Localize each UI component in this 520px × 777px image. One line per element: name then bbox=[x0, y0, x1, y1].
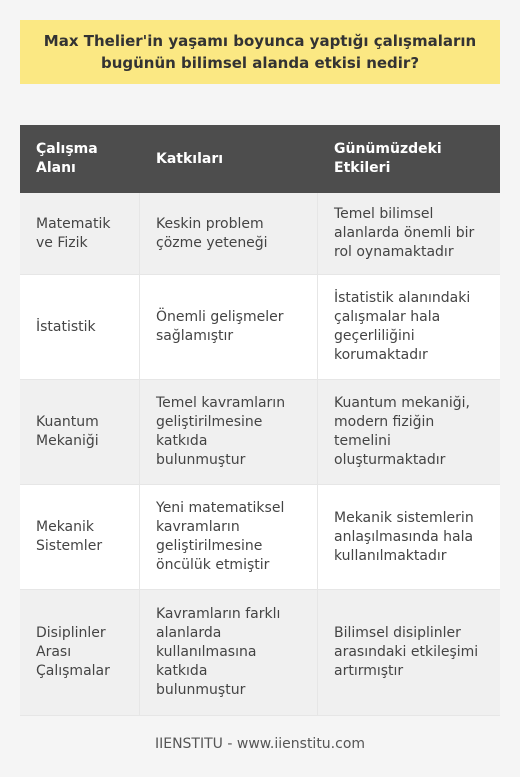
table-cell: Kuantum mekaniği, modern fiziğin temelini oluşturmaktadır bbox=[334, 395, 470, 468]
table-cell: Bilimsel disiplinler arasındaki etkileşimi artırmıştır bbox=[334, 625, 479, 679]
table-cell: Keskin problem çözme yeteneği bbox=[140, 193, 318, 274]
table-cell: İstatistik alanındaki çalışmalar hala geçerliliğini korumaktadır bbox=[334, 290, 471, 363]
table-row bbox=[20, 275, 500, 380]
table-cell: Matematik ve Fizik bbox=[20, 193, 140, 274]
table-cell: İstatistik bbox=[20, 275, 140, 379]
header-cell: Günümüzdeki Etkileri bbox=[334, 141, 442, 176]
table-cell: Mekanik sistemlerin anlaşılmasında hala kullanılmaktadır bbox=[334, 509, 474, 564]
info-table bbox=[20, 125, 500, 716]
table-header-row bbox=[20, 125, 500, 193]
header-cell: Katkıları bbox=[156, 150, 224, 167]
table-cell: Yeni matematiksel kavramların geliştirilmesine öncülük etmiştir bbox=[140, 485, 318, 589]
table-cell: Kavramların farklı alanlarda kullanılmasına katkıda bulunmuştur bbox=[140, 590, 318, 715]
table-row bbox=[20, 590, 500, 716]
table-cell: Önemli gelişmeler sağlamıştır bbox=[140, 275, 318, 379]
table-cell: Temel kavramların geliştirilmesine katkıda bulunmuştur bbox=[140, 380, 318, 484]
table-row bbox=[20, 485, 500, 590]
table-row bbox=[20, 380, 500, 485]
table-cell: Mekanik Sistemler bbox=[20, 485, 140, 589]
question-banner bbox=[20, 20, 500, 84]
question-text: Max Thelier'in yaşamı boyunca yaptığı çalışmaların bugünün bilimsel alanda etkisi nedir? bbox=[43, 32, 477, 72]
table-cell: Temel bilimsel alanlarda önemli bir rol oynamaktadır bbox=[334, 206, 475, 260]
header-cell: Çalışma Alanı bbox=[36, 141, 98, 176]
footer-credit: IIENSTITU - www.iienstitu.com bbox=[154, 736, 366, 752]
table-row bbox=[20, 193, 500, 275]
table-cell: Kuantum Mekaniği bbox=[20, 380, 140, 484]
table-cell: Disiplinler Arası Çalışmalar bbox=[20, 590, 140, 715]
